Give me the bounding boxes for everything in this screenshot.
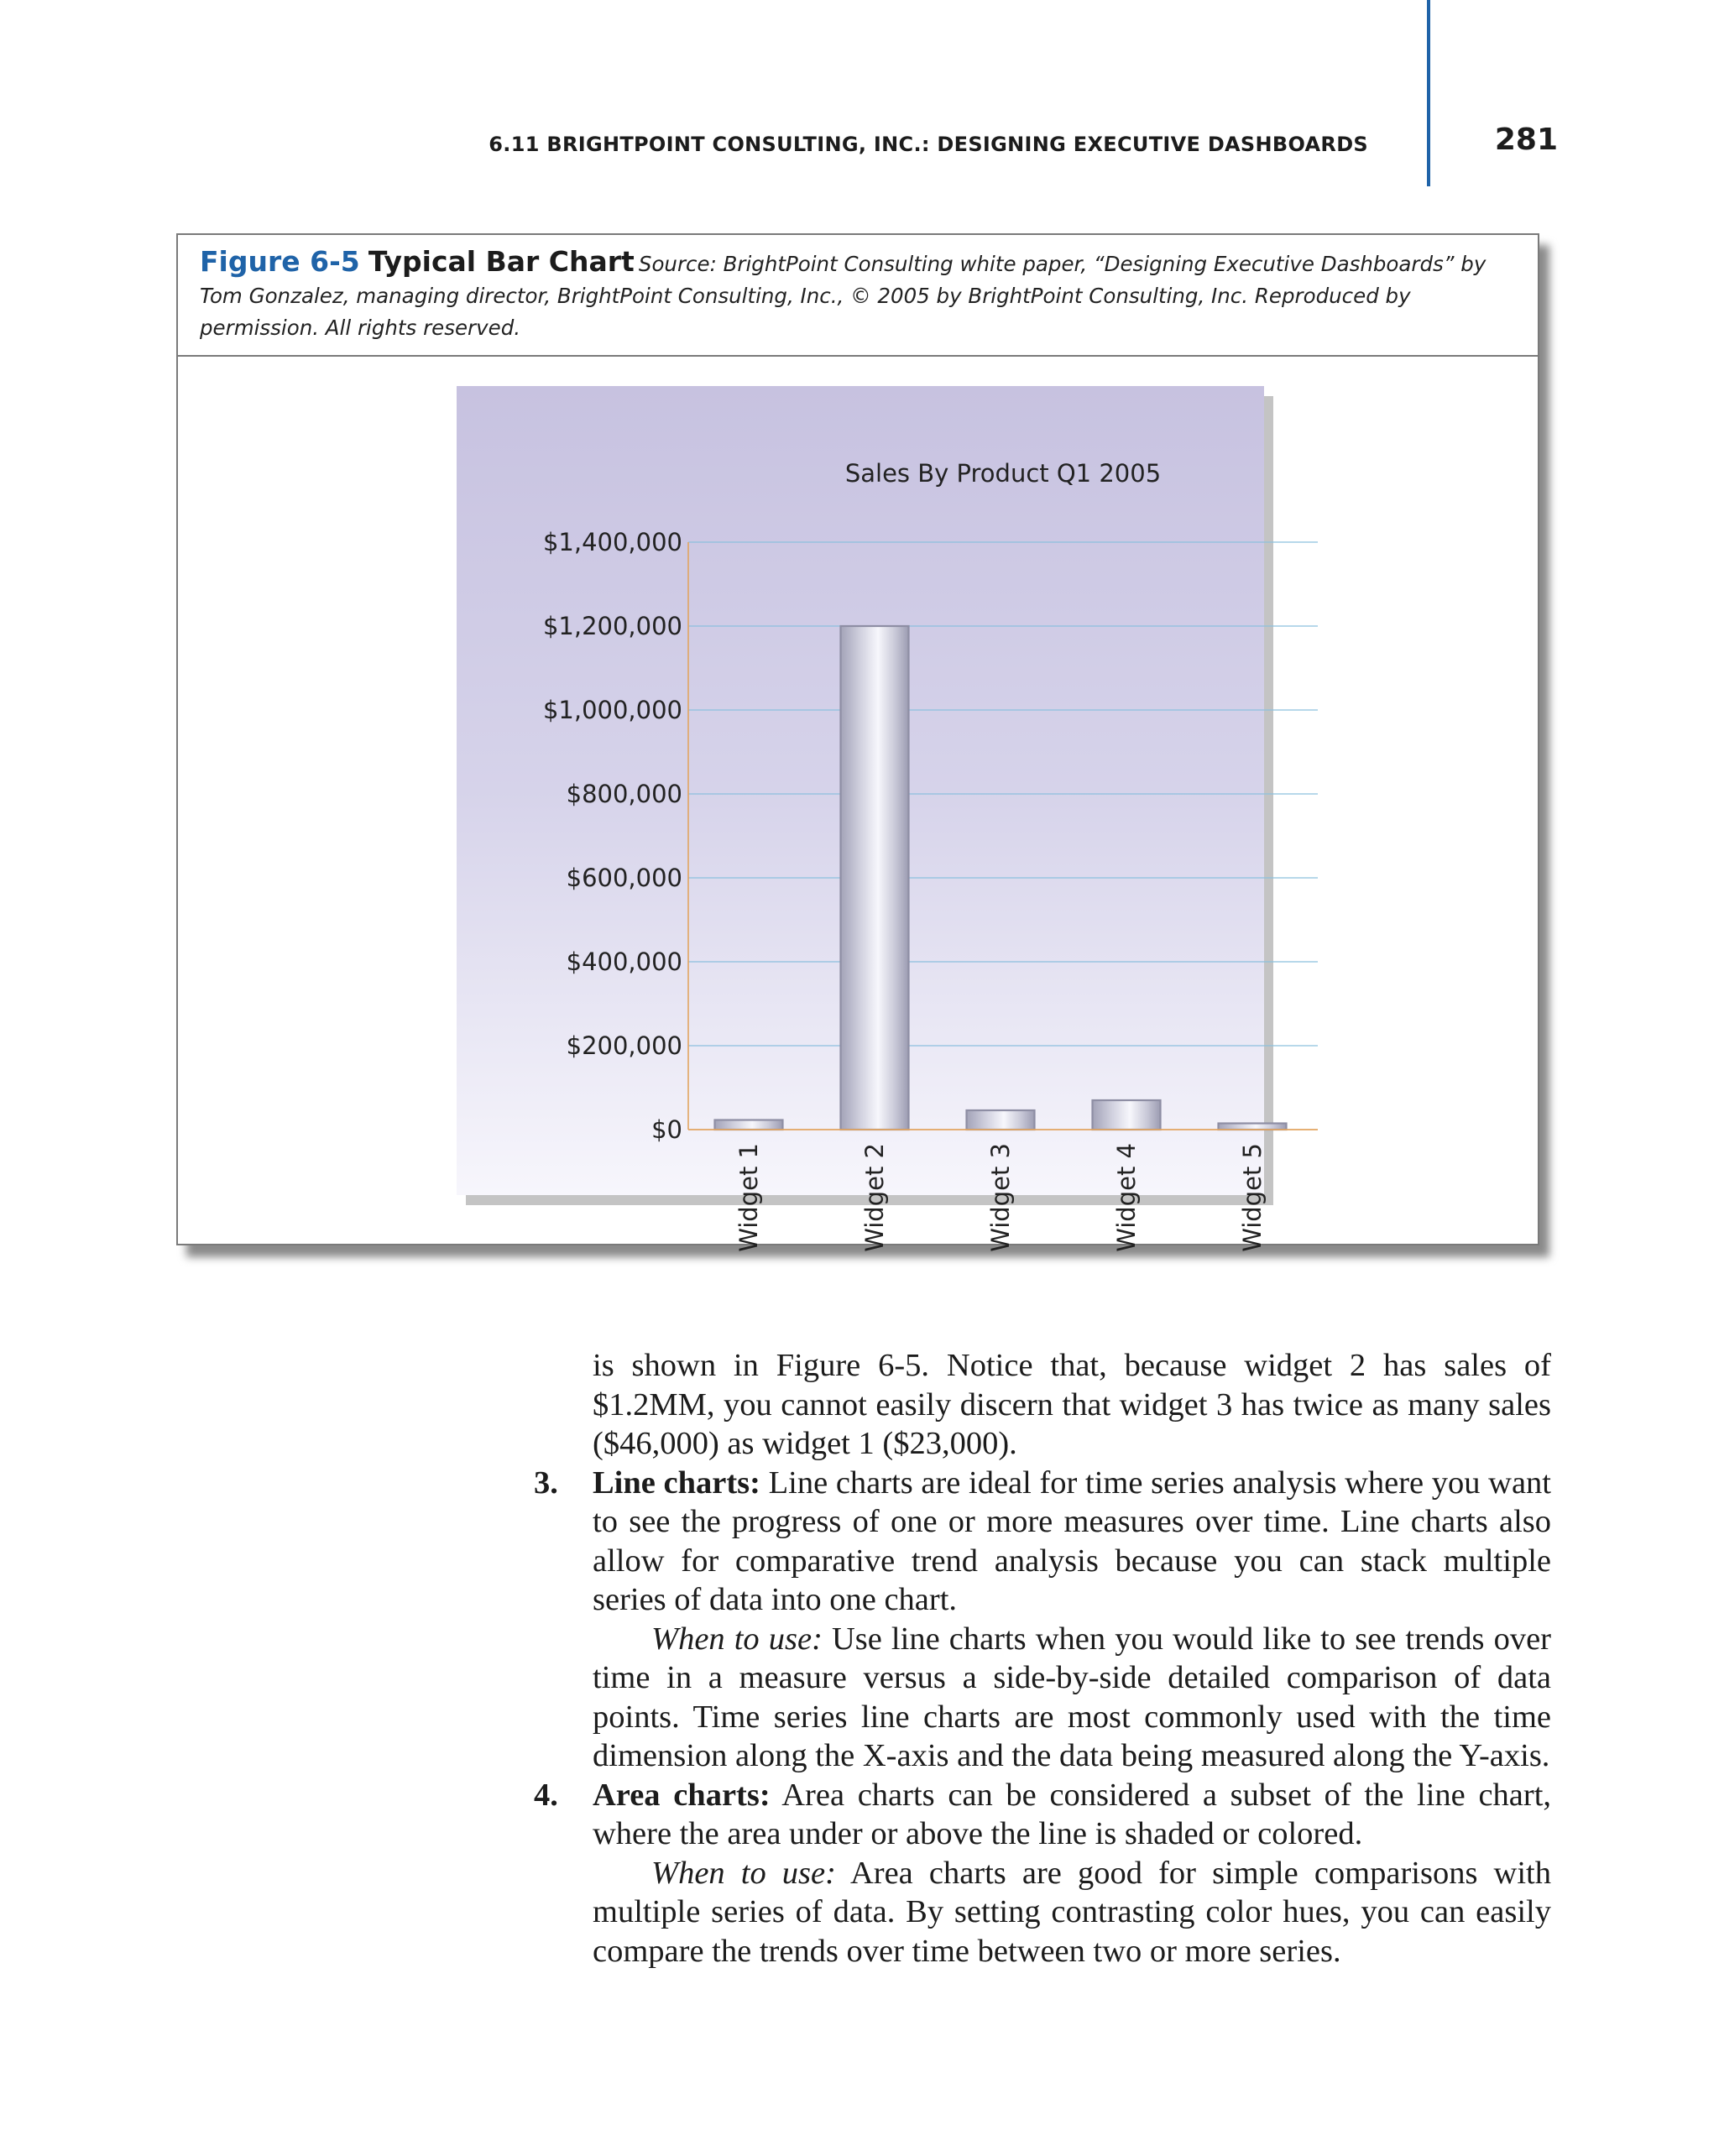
caption-divider	[178, 355, 1538, 357]
bar-widget-3	[967, 1110, 1035, 1130]
line-charts-description: Line charts are ideal for time series analysis where you want to see the progress of one or more measures over time. Line charts also allow for comparative trend analysis because you can stack multiple series of data into one chart.	[593, 1464, 1551, 1617]
x-tick-label: Widget 1	[734, 1143, 763, 1252]
when-to-use-paragraph	[593, 1854, 1551, 1971]
running-header: 6.11 BRIGHTPOINT CONSULTING, INC.: DESIGNING EXECUTIVE DASHBOARDS	[489, 133, 1368, 156]
figure-number: Figure 6-5	[200, 245, 360, 278]
body-text	[534, 1346, 1551, 1971]
term-line-charts: Line charts:	[593, 1464, 760, 1501]
paragraph-continuation: is shown in Figure 6-5. Notice that, because widget 2 has sales of $1.2MM, you cannot easily discern that widget 3 has twice as many sales ($46,000) as widget 1 ($23,000).	[593, 1348, 1551, 1461]
figure-caption	[200, 247, 1526, 345]
term-area-charts: Area charts:	[593, 1777, 771, 1813]
when-to-use-label: When to use:	[651, 1855, 836, 1891]
figure-source: Source: BrightPoint Consulting white paper, “Designing Executive Dashboards” by Tom Gonzalez, managing director, BrightPoint Consulting, Inc., © 2005 by BrightPoint Consulting, Inc. Reproduced by permission. All rights reserved.	[200, 252, 1486, 340]
list-item-area-charts	[534, 1776, 1551, 1971]
y-tick-label: $0	[651, 1115, 682, 1144]
when-to-use-text: Use line charts when you would like to see trends over time in a measure versus a side-by-side detailed comparison of data points. Time series line charts are most commonly used with the time dimension along the X-axis and the data being measured along the Y-axis.	[593, 1621, 1551, 1773]
figure-box	[176, 233, 1539, 1252]
x-tick-label: Widget 4	[1112, 1143, 1141, 1252]
bar-widget-4	[1093, 1100, 1161, 1130]
header-rule	[1427, 0, 1430, 186]
chart-title: Sales By Product Q1 2005	[844, 459, 1162, 488]
y-tick-label: $600,000	[566, 864, 682, 892]
list-number: 3.	[534, 1464, 558, 1501]
bar-chart-svg	[457, 386, 1267, 1252]
bar-widget-1	[715, 1120, 783, 1130]
x-tick-label: Widget 2	[860, 1143, 889, 1252]
y-tick-label: $400,000	[566, 947, 682, 976]
y-tick-label: $1,400,000	[542, 528, 682, 556]
x-tick-label: Widget 3	[986, 1143, 1015, 1252]
list-number: 4.	[534, 1777, 558, 1813]
y-tick-label: $1,000,000	[542, 696, 682, 724]
area-charts-description: Area charts can be considered a subset of the line chart, where the area under or above the line is shaded or colored.	[593, 1777, 1552, 1851]
y-tick-label: $800,000	[566, 780, 682, 808]
y-tick-label: $200,000	[566, 1031, 682, 1060]
bar-widget-2	[841, 626, 909, 1130]
bar-widget-5	[1219, 1124, 1287, 1130]
when-to-use-paragraph	[593, 1620, 1551, 1776]
y-tick-label: $1,200,000	[542, 612, 682, 640]
page-number: 281	[1494, 123, 1558, 157]
when-to-use-text: Area charts are good for simple comparisons with multiple series of data. By setting contrasting color hues, you can easily compare the trends over time between two or more series.	[593, 1855, 1551, 1969]
figure-title: Typical Bar Chart	[368, 245, 635, 278]
x-tick-label: Widget 5	[1238, 1143, 1267, 1252]
when-to-use-label: When to use:	[651, 1621, 823, 1657]
list-item-text	[593, 1464, 1551, 1620]
list-item-line-charts	[534, 1464, 1551, 1776]
bar-chart	[457, 386, 1267, 1252]
list-item-text	[593, 1776, 1551, 1854]
